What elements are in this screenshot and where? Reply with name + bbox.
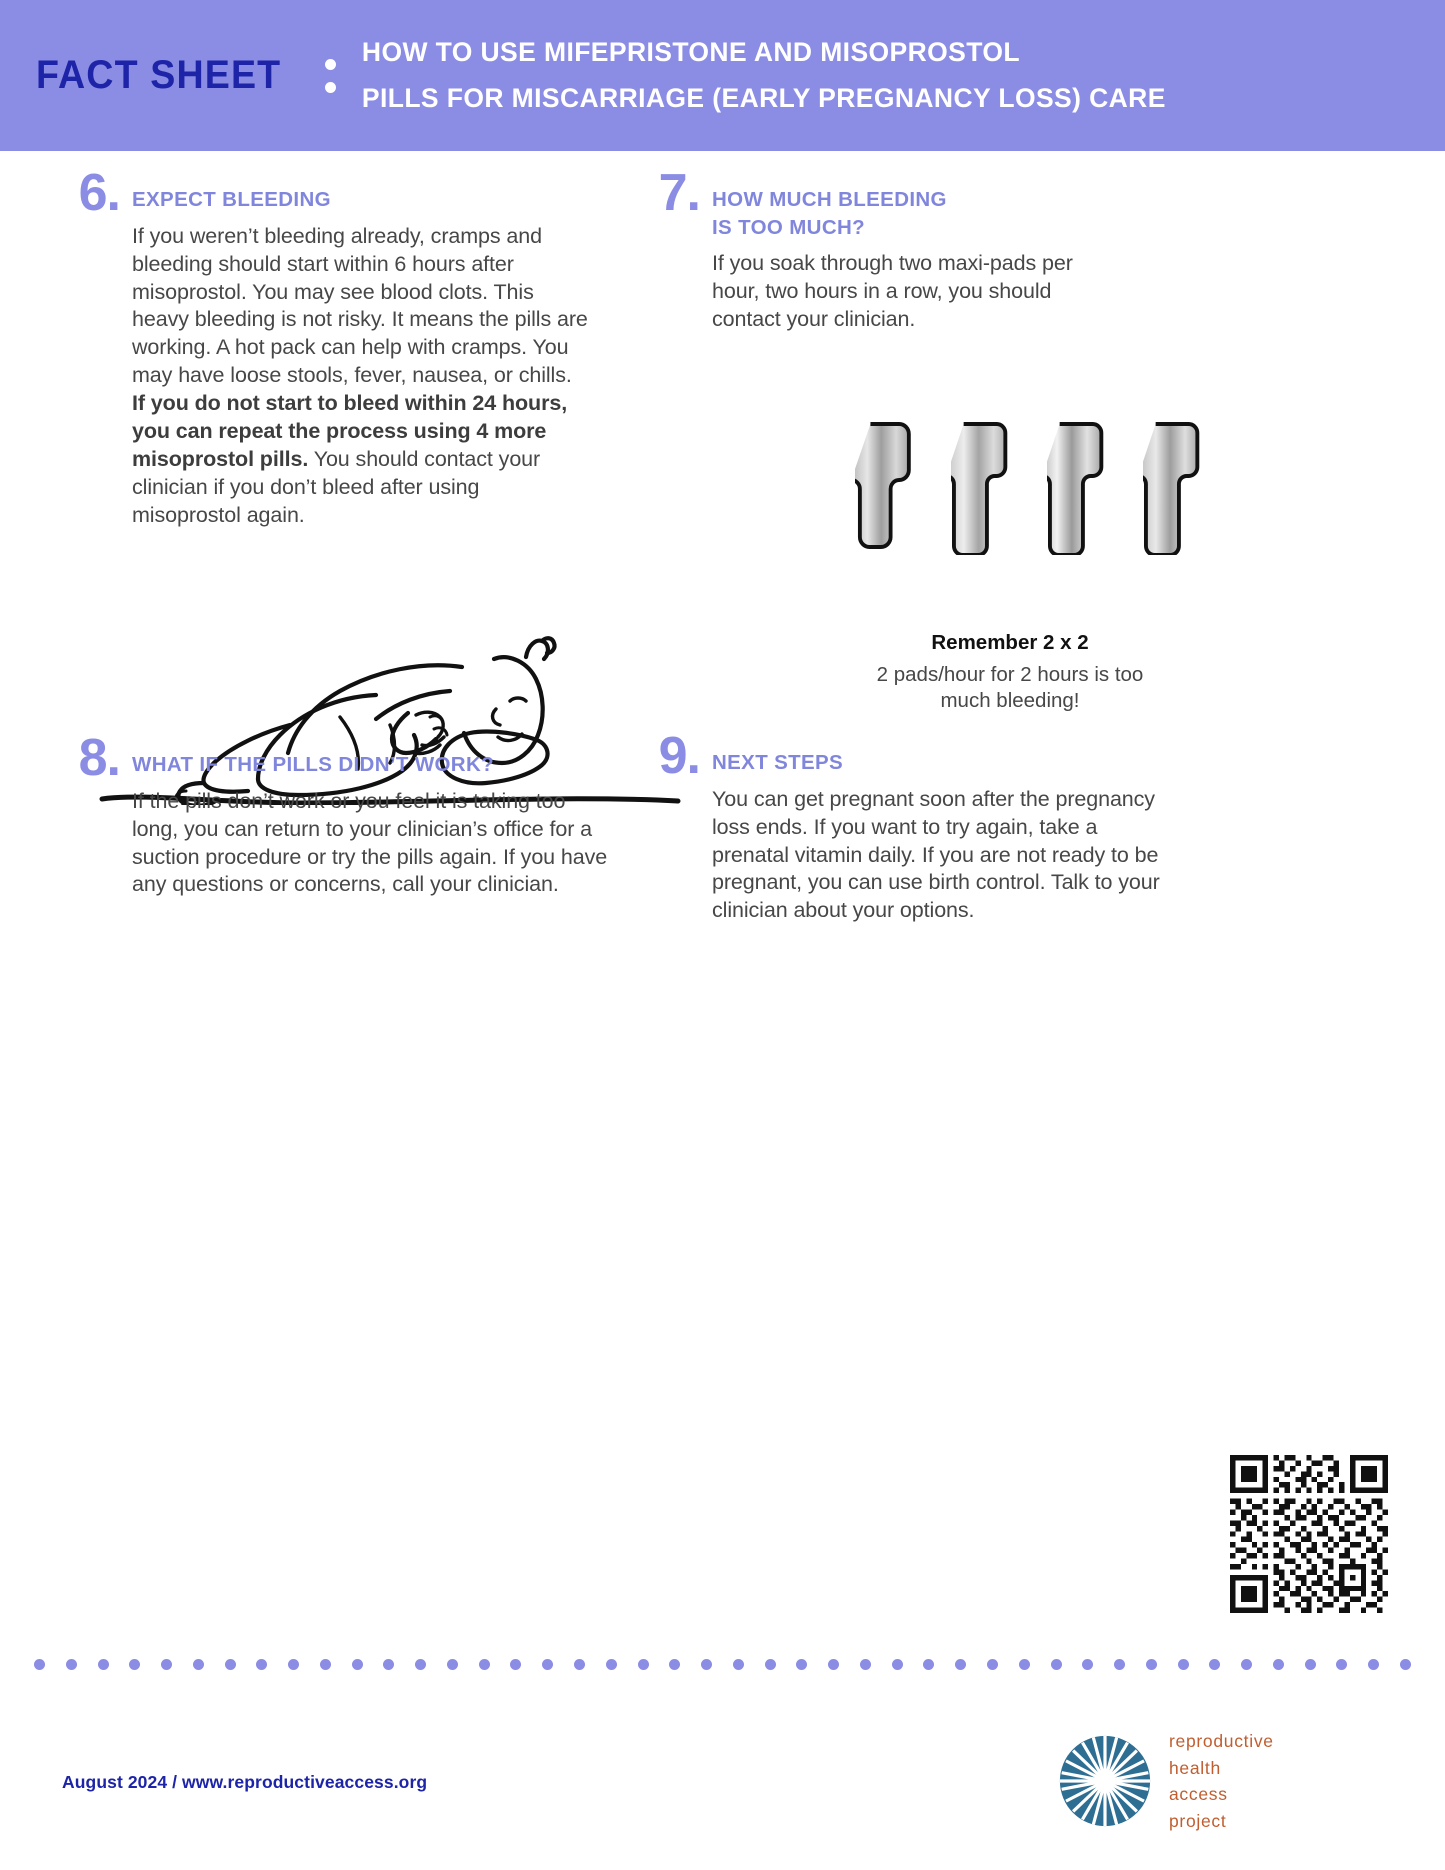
section-6-text-part2: You should contact your clinician if you don’t bleed after using misoprostol again.: [132, 447, 541, 528]
organization-logo: [1058, 1728, 1274, 1834]
maxi-pad-icon: [1143, 420, 1201, 555]
logo-word-access: access: [1169, 1784, 1228, 1805]
section-6-body: [120, 170, 590, 530]
section-7-heading: [712, 186, 1100, 241]
section-9-number: 9.: [658, 727, 700, 785]
header-headline-line2: PILLS FOR MISCARRIAGE (EARLY PREGNANCY LOSS) CARE: [361, 82, 1166, 113]
section-9-heading: NEXT STEPS: [712, 751, 844, 774]
section-6: [48, 164, 608, 530]
section-6-text-part1: If you weren’t bleeding already, cramps and bleeding should start within 6 hours after misoprostol. You may see blood clots. This heavy bleeding is not risky. It means the pills are working. A hot pack can help with cramps. You may have loose stools, fever, nausea, or chills.: [132, 223, 588, 388]
pads-caption: [760, 630, 1260, 715]
maxi-pads-illustration: [855, 420, 1275, 560]
pads-caption-line2: much bleeding!: [940, 689, 1080, 713]
section-8: [48, 729, 628, 899]
page-header: [0, 0, 1445, 151]
maxi-pad-icon: [855, 420, 913, 555]
section-7-heading-line1: HOW MUCH BLEEDING: [712, 188, 947, 211]
section-6-text: [132, 223, 590, 530]
section-9: [628, 727, 1188, 925]
logo-word-health: health: [1169, 1757, 1221, 1778]
header-headline-line1: HOW TO USE MIFEPRISTONE AND MISOPROSTOL: [361, 36, 1020, 67]
pads-caption-bold: Remember 2 x 2: [931, 631, 1089, 654]
section-6-heading: EXPECT BLEEDING: [132, 188, 331, 211]
maxi-pad-icon: [951, 420, 1009, 555]
logo-word-project: project: [1169, 1810, 1227, 1831]
sunburst-logo-icon: [1058, 1734, 1152, 1828]
section-8-body: [120, 735, 610, 899]
section-7-number: 7.: [658, 164, 700, 222]
section-7-heading-line2: IS TOO MUCH?: [712, 215, 866, 239]
colon-icon: [325, 59, 336, 93]
section-8-heading: WHAT IF THE PILLS DIDN’T WORK?: [132, 753, 494, 776]
section-9-text: You can get pregnant soon after the pregnancy loss ends. If you want to try again, take a prenatal vitamin daily. If you are not ready to be pregnant, you can use birth control. Talk to your clinician about your options.: [712, 786, 1160, 923]
section-7: [628, 164, 1188, 334]
section-6-text-bold: If you do not start to bleed within 24 hours, you can repeat the process using 4 more misoprostol pills.: [132, 391, 568, 472]
logo-wordmark: [1169, 1728, 1274, 1834]
section-6-number: 6.: [78, 164, 120, 222]
qr-code-icon[interactable]: [1230, 1455, 1388, 1613]
pads-caption-line1: 2 pads/hour for 2 hours is too: [876, 662, 1144, 686]
section-9-body: [700, 733, 1170, 925]
header-headline: [362, 30, 1166, 121]
section-7-text: If you soak through two maxi-pads per hour, two hours in a row, you should contact your clinician.: [712, 251, 1073, 332]
fact-sheet-label: FACT SHEET: [36, 53, 282, 97]
section-8-number: 8.: [78, 729, 120, 787]
section-7-body: [700, 170, 1100, 334]
logo-word-reproductive: reproductive: [1169, 1731, 1274, 1751]
section-8-text: If the pills don’t work or you feel it is taking too long, you can return to your clinician’s office for a suction procedure or try the pills again. If you have any questions or concerns, call your clinician.: [132, 788, 608, 897]
dotted-divider-icon: [0, 1657, 1445, 1671]
footer-meta-text: August 2024 / www.reproductiveaccess.org: [62, 1772, 428, 1792]
maxi-pad-icon: [1047, 420, 1105, 555]
